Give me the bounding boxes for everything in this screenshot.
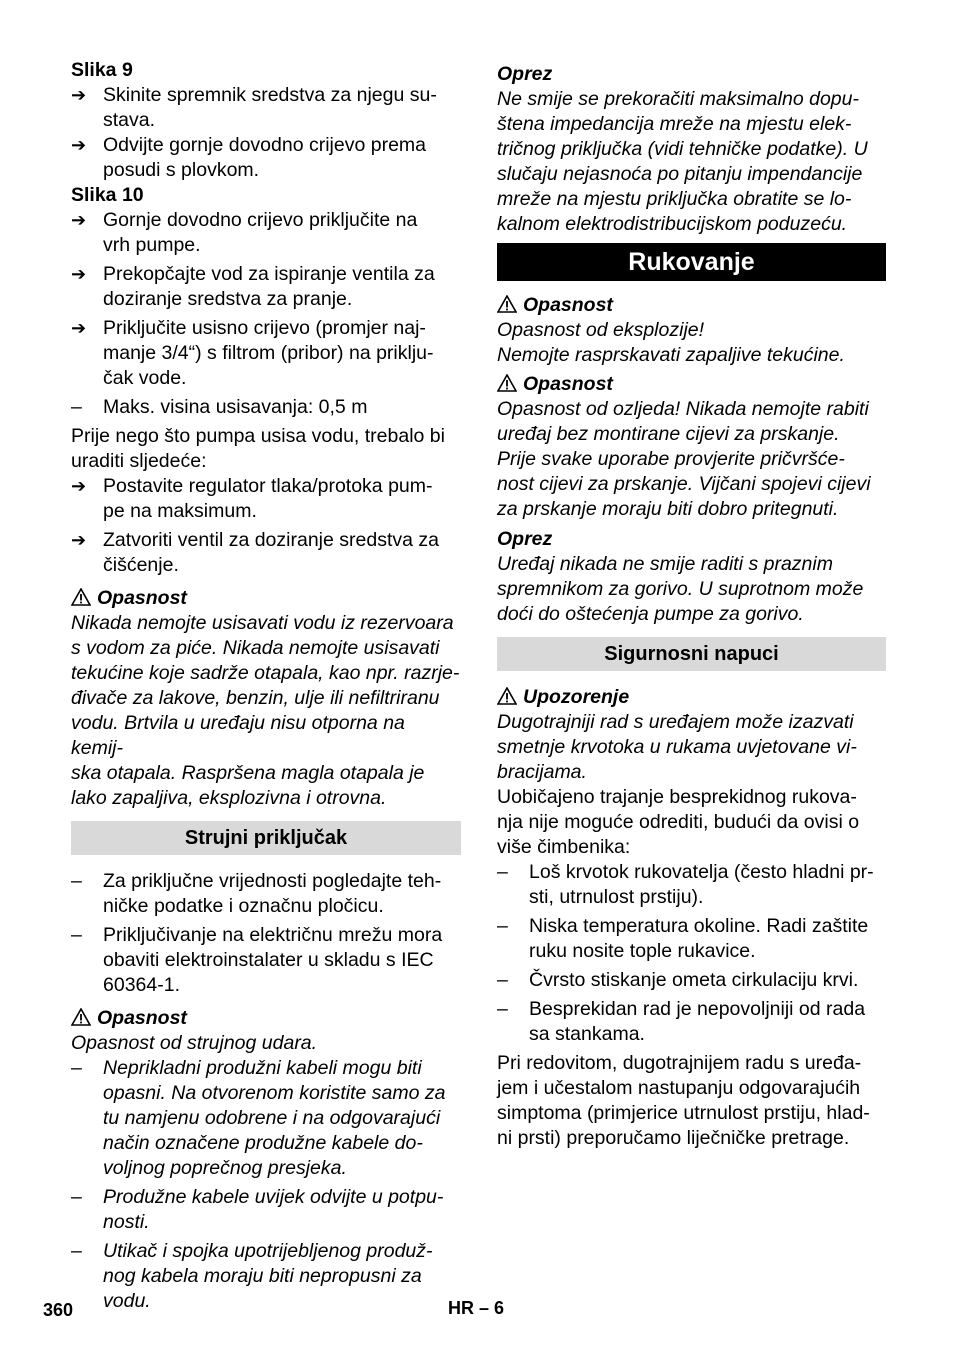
- list-item: ➔ Prekopčajte vod za ispiranje ventila za doziranje sredstva za pranje.: [71, 263, 435, 310]
- list-item: ➔ Skinite spremnik sredstva za njegu su- stava.: [71, 84, 437, 131]
- warning-heading: Upozorenje: [497, 685, 886, 710]
- list-item: ➔ Gornje dovodno crijevo priključite na vrh pumpe.: [71, 209, 418, 256]
- left-column: [71, 58, 461, 1314]
- dash-bullet: –: [71, 1186, 82, 1208]
- section-heading: Strujni priključak: [71, 821, 461, 855]
- list-item: – Neprikladni produžni kabeli mogu biti opasni. Na otvorenom koristite samo za tu namjenu odobrene i na odgovarajući način označene produžne kabele do- voljnog poprečnog presjeka.: [71, 1057, 446, 1179]
- warning-heading: Opasnost: [497, 372, 886, 397]
- warning-triangle-icon: [71, 588, 91, 606]
- dash-bullet: –: [71, 924, 82, 946]
- list-item: – Utikač i spojka upotrijebljenog produž- nog kabela moraju biti nepropusni za vodu.: [71, 1240, 433, 1312]
- dash-bullet: –: [497, 915, 508, 937]
- paragraph: Prije nego što pumpa usisa vodu, trebalo bi: [71, 425, 445, 447]
- dash-bullet: –: [71, 1057, 82, 1079]
- section-heading: Sigurnosni napuci: [497, 637, 886, 671]
- language-page-code: HR – 6: [448, 1298, 505, 1318]
- warning-triangle-icon: [497, 687, 517, 705]
- list-item: – Maks. visina usisavanja: 0,5 m: [71, 396, 368, 418]
- figure-label: Slika 9: [71, 59, 133, 81]
- chapter-title: Rukovanje: [497, 243, 886, 281]
- arrow-right-icon: ➔: [71, 318, 87, 338]
- warning-text: Nikada nemojte usisavati vodu iz rezervoara s vodom za piće. Nikada nemojte usisavati tekućine koje sadrže otapala, kao npr. razrje- đivače za lakove, benzin, ulje ili nefiltriranu vodu. Brtvila u uređaju nisu otporna na kemij- ska otapala. Raspršena magla otapala je lako zapaljiva, eksplozivna i otrovna.: [71, 612, 460, 809]
- dash-bullet: –: [71, 1240, 82, 1262]
- warning-text: Opasnost od eksplozije! Nemojte rasprskavati zapaljive tekućine.: [497, 319, 845, 366]
- list-item: – Loš krvotok rukovatelja (često hladni pr- sti, utrnulost prstiju).: [497, 861, 874, 908]
- warning-heading: Opasnost: [71, 1006, 461, 1031]
- list-item: – Besprekidan rad je nepovoljniji od rada sa stankama.: [497, 998, 866, 1045]
- list-item: – Produžne kabele uvijek odvijte u potpu- nosti.: [71, 1186, 444, 1233]
- right-column: [497, 62, 886, 1151]
- arrow-right-icon: ➔: [71, 530, 87, 550]
- figure-label: Slika 10: [71, 184, 144, 206]
- dash-bullet: –: [497, 998, 508, 1020]
- arrow-right-icon: ➔: [71, 85, 87, 105]
- list-item: ➔ Odvijte gornje dovodno crijevo prema posudi s plovkom.: [71, 134, 427, 181]
- warning-text: Opasnost od strujnog udara.: [71, 1032, 318, 1054]
- list-item: ➔ Priključite usisno crijevo (promjer naj- manje 3/4“) s filtrom (pribor) na priklju- čak vode.: [71, 317, 434, 389]
- caution-heading: Oprez: [497, 63, 553, 85]
- list-item: ➔ Zatvoriti ventil za doziranje sredstva za čišćenje.: [71, 529, 439, 576]
- page-number: 360: [43, 1300, 74, 1320]
- list-item: – Niska temperatura okoline. Radi zaštite ruku nosite tople rukavice.: [497, 915, 869, 962]
- paragraph: Pri redovitom, dugotrajnijem radu s uređa- jem i učestalom nastupanju odgovarajućih simptoma (primjerice utrnulost prstiju, hlad- ni prsti) preporučamo liječničke pretrage.: [497, 1052, 870, 1149]
- dash-bullet: –: [71, 396, 82, 418]
- dash-bullet: –: [71, 870, 82, 892]
- arrow-right-icon: ➔: [71, 264, 87, 284]
- list-item: – Za priključne vrijednosti pogledajte teh- ničke podatke i označnu pločicu.: [71, 870, 442, 917]
- warning-triangle-icon: [497, 295, 517, 313]
- paragraph: Uobičajeno trajanje besprekidnog rukova- nja nije moguće odrediti, budući da ovisi o više čimbenika:: [497, 786, 860, 858]
- dash-bullet: –: [497, 969, 508, 991]
- caution-heading: Oprez: [497, 528, 553, 550]
- warning-text: Opasnost od ozljeda! Nikada nemojte rabiti uređaj bez montirane cijevi za prskanje. Prije svake uporabe provjerite pričvršće- nost cijevi za prskanje. Vijčani spojevi cijevi za prskanje moraju biti dobro pritegnuti.: [497, 398, 871, 520]
- paragraph: uraditi sljedeće:: [71, 450, 207, 472]
- warning-triangle-icon: [497, 374, 517, 392]
- list-item: – Priključivanje na električnu mrežu mora obaviti elektroinstalater u skladu s IEC 60364-1.: [71, 924, 443, 996]
- arrow-right-icon: ➔: [71, 135, 87, 155]
- list-item: – Čvrsto stiskanje ometa cirkulaciju krvi.: [497, 969, 859, 991]
- warning-heading: Opasnost: [71, 586, 461, 611]
- warning-text: Dugotrajniji rad s uređajem može izazvati smetnje krvotoka u rukama uvjetovane vi- bracijama.: [497, 711, 857, 783]
- arrow-right-icon: ➔: [71, 476, 87, 496]
- warning-heading: Opasnost: [497, 293, 886, 318]
- arrow-right-icon: ➔: [71, 210, 87, 230]
- caution-text: Ne smije se prekoračiti maksimalno dopu- štena impedancija mreže na mjestu elek- tričnog priključka (vidi tehničke podatke). U slučaju nejasnoća po pitanju impendancije mreže na mjestu priključka obratite se lo- kalnom elektrodistribucijskom poduzeću.: [497, 88, 868, 235]
- list-item: ➔ Postavite regulator tlaka/protoka pum- pe na maksimum.: [71, 475, 433, 522]
- caution-text: Uređaj nikada ne smije raditi s praznim spremnikom za gorivo. U suprotnom može doći do oštećenja pumpe za gorivo.: [497, 553, 864, 625]
- dash-bullet: –: [497, 861, 508, 883]
- warning-triangle-icon: [71, 1008, 91, 1026]
